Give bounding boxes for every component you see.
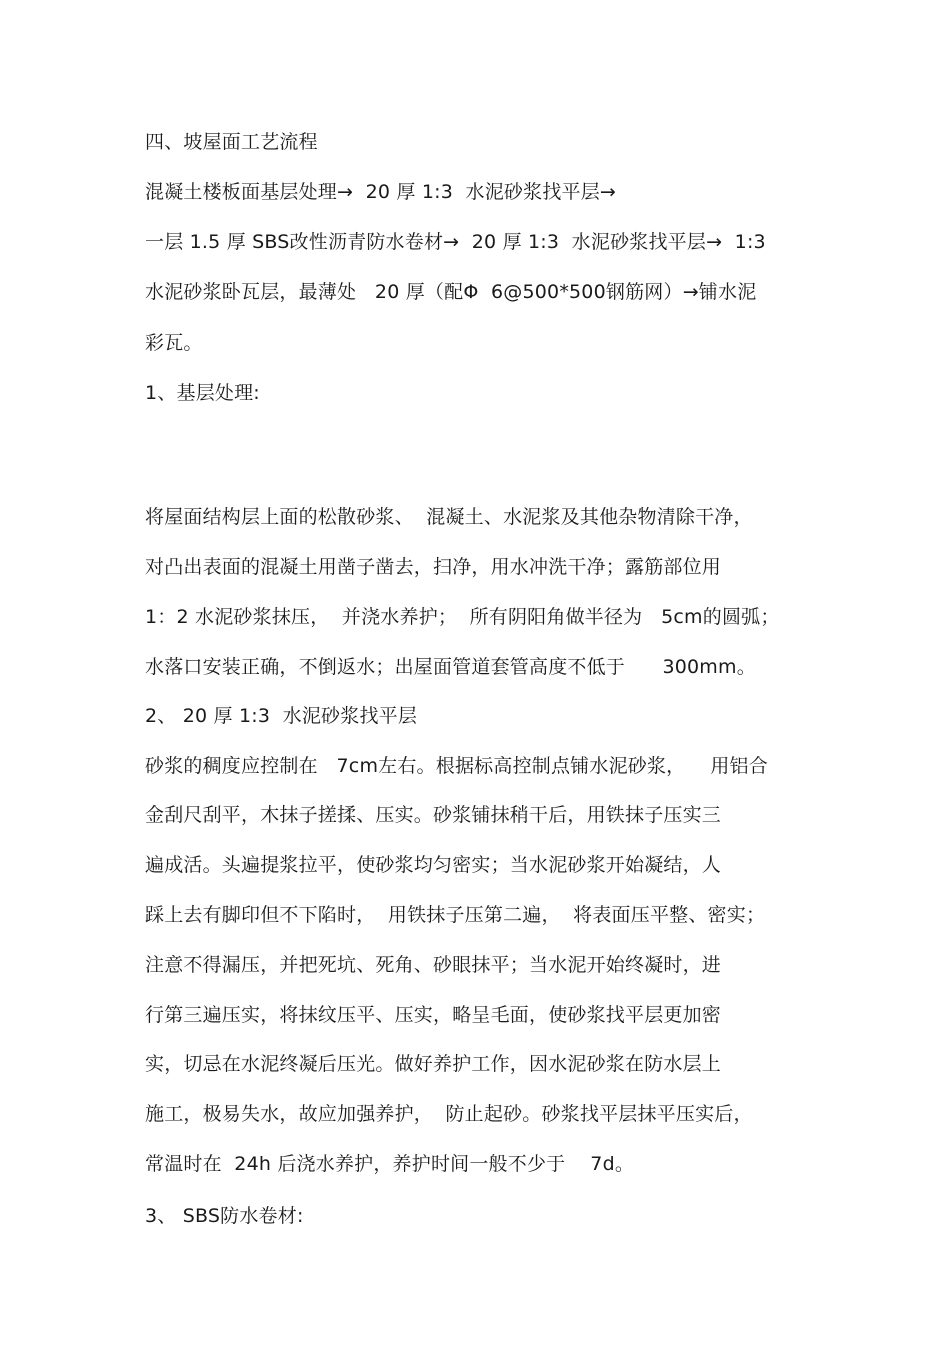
section-heading: 四、坡屋面工艺流程	[145, 131, 318, 153]
paragraph-line: 对凸出表面的混凝土用凿子凿去，扫净，用水冲洗干净；露筋部位用	[145, 556, 722, 578]
paragraph-line: 常温时在 24h 后浇水养护，养护时间一般不少于 7d。	[145, 1153, 635, 1175]
subsection-heading: 1、基层处理:	[145, 382, 260, 404]
paragraph-line: 施工，极易失水，故应加强养护， 防止起砂。砂浆找平层抹平压实后，	[145, 1103, 753, 1125]
paragraph-line: 1：2 水泥砂浆抹压， 并浇水养护； 所有阴阳角做半径为 5cm的圆弧；	[145, 606, 780, 628]
paragraph-line: 水泥砂浆卧瓦层，最薄处 20 厚（配Φ 6@500*500钢筋网）→铺水泥	[145, 281, 757, 303]
paragraph-line: 砂浆的稠度应控制在 7cm左右。根据标高控制点铺水泥砂浆， 用铝合	[145, 755, 768, 777]
paragraph-line: 将屋面结构层上面的松散砂浆、 混凝土、水泥浆及其他杂物清除干净，	[145, 506, 753, 528]
paragraph-line: 踩上去有脚印但不下陷时， 用铁抹子压第二遍， 将表面压平整、密实；	[145, 904, 766, 926]
paragraph-line: 行第三遍压实，将抹纹压平、压实，略呈毛面，使砂浆找平层更加密	[145, 1004, 722, 1026]
paragraph-line: 金刮尺刮平，木抹子搓揉、压实。砂浆铺抹稍干后，用铁抹子压实三	[145, 804, 722, 826]
paragraph-line: 一层 1.5 厚 SBS改性沥青防水卷材→ 20 厚 1:3 水泥砂浆找平层→ 1:3	[145, 231, 766, 253]
paragraph-line: 混凝土楼板面基层处理→ 20 厚 1:3 水泥砂浆找平层→	[145, 181, 617, 203]
paragraph-line: 实，切忌在水泥终凝后压光。做好养护工作，因水泥砂浆在防水层上	[145, 1053, 722, 1075]
paragraph-line: 遍成活。头遍提浆拉平，使砂浆均匀密实；当水泥砂浆开始凝结，人	[145, 854, 722, 876]
paragraph-line: 彩瓦。	[145, 332, 203, 354]
subsection-heading: 3、 SBS防水卷材:	[145, 1205, 304, 1227]
paragraph-line: 注意不得漏压，并把死坑、死角、砂眼抹平；当水泥开始终凝时，进	[145, 954, 722, 976]
paragraph-line: 水落口安装正确，不倒返水；出屋面管道套管高度不低于 300mm。	[145, 656, 756, 678]
subsection-heading: 2、 20 厚 1:3 水泥砂浆找平层	[145, 705, 418, 727]
